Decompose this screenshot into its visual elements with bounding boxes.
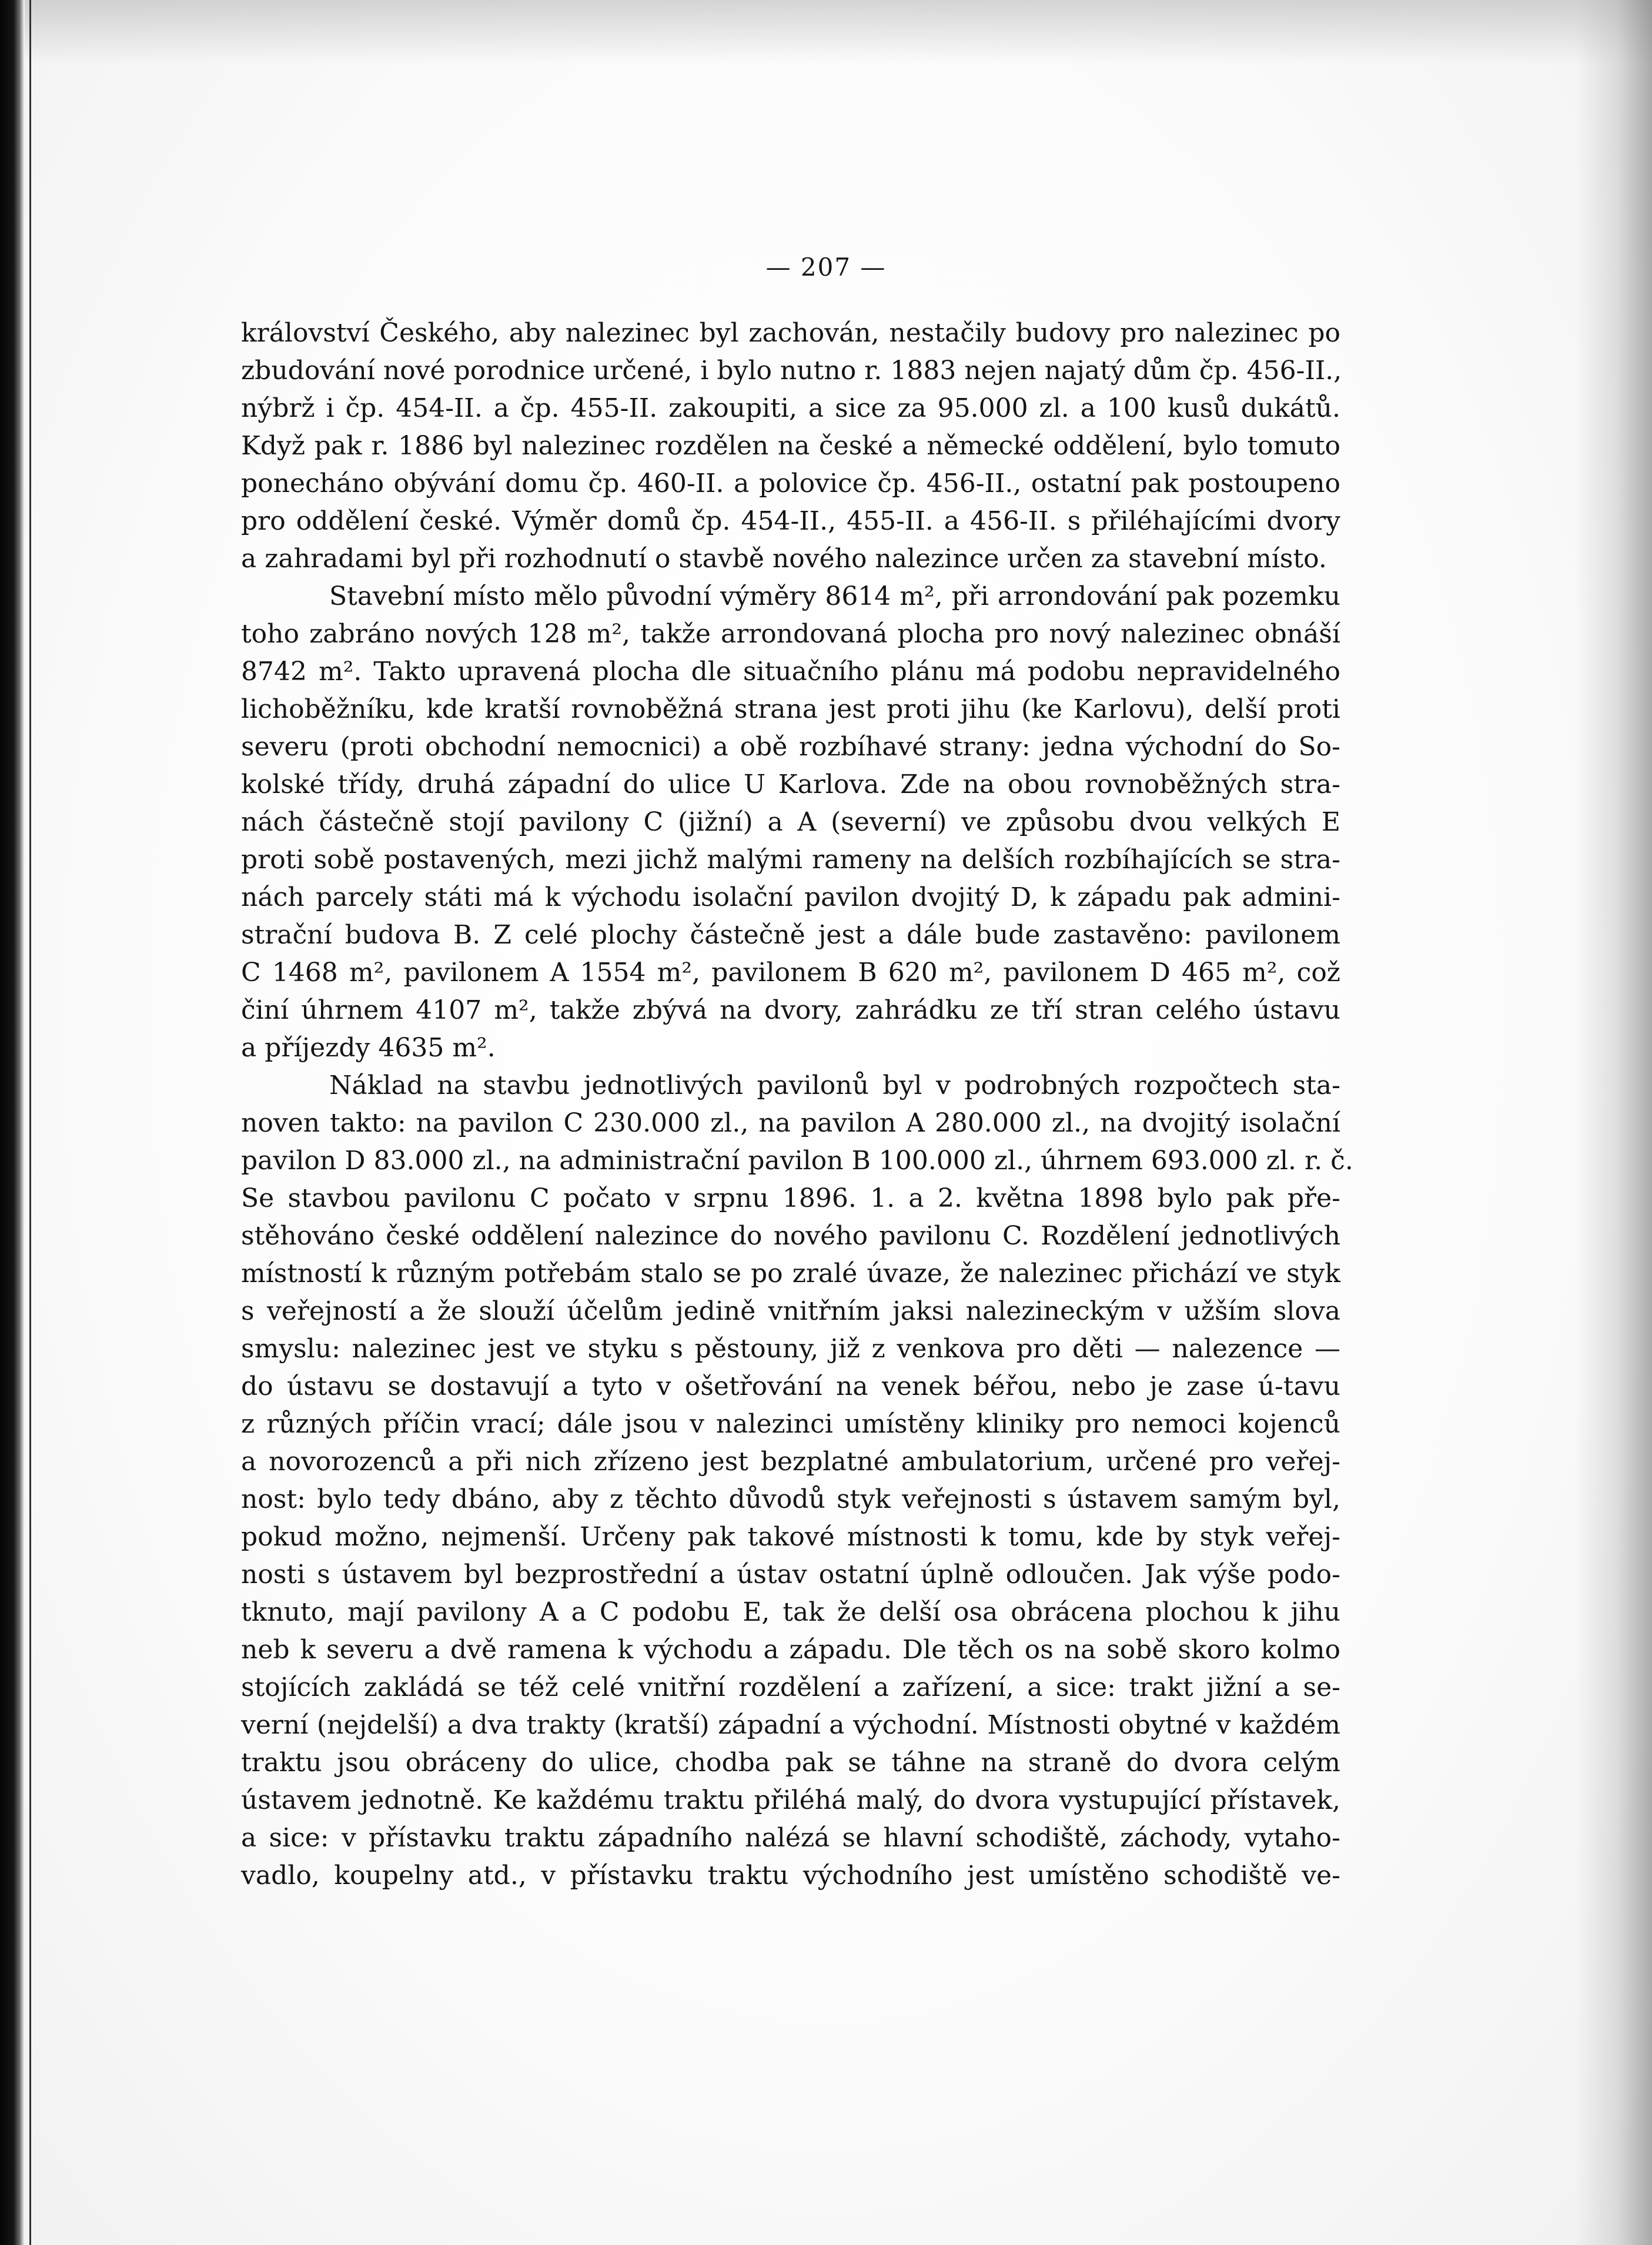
text-line: a příjezdy 4635 m². — [241, 1033, 496, 1063]
text-line: 8742 m². Takto upravená plocha dle situačního plánu má podobu nepravidelného — [241, 657, 1340, 687]
page-number: — 207 — — [765, 253, 887, 282]
text-line: kolské třídy, druhá západní do ulice U Karlova. Zde na obou rovnoběžných stra- — [241, 769, 1340, 799]
text-line: nýbrž i čp. 454-II. a čp. 455-II. zakoupiti, a sice za 95.000 zl. a 100 kusů dukátů. — [241, 393, 1340, 423]
text-line: severu (proti obchodní nemocnici) a obě rozbíhavé strany: jedna východní do So- — [241, 732, 1340, 762]
text-line: lichoběžníku, kde kratší rovnoběžná strana jest proti jihu (ke Karlovu), delší proti — [241, 694, 1340, 724]
text-line: a sice: v přístavku traktu západního nalézá se hlavní schodiště, záchody, vytaho- — [241, 1823, 1340, 1853]
text-line: Náklad na stavbu jednotlivých pavilonů byl v podrobných rozpočtech sta- — [329, 1070, 1340, 1100]
text-line: činí úhrnem 4107 m², takže zbývá na dvory, zahrádku ze tří stran celého ústavu — [241, 995, 1340, 1025]
binding-line — [29, 0, 31, 2245]
text-line: neb k severu a dvě ramena k východu a západu. Dle těch os na sobě skoro kolmo — [241, 1635, 1340, 1665]
text-line: a zahradami byl při rozhodnutí o stavbě nového nalezince určen za stavební místo. — [241, 544, 1327, 574]
text-line: ponecháno obývání domu čp. 460-II. a polovice čp. 456-II., ostatní pak postoupeno — [241, 469, 1340, 498]
page-right-shading — [1576, 0, 1652, 2245]
text-line: nách parcely státi má k východu isolační pavilon dvojitý D, k západu pak admini- — [241, 882, 1340, 912]
text-line: a novorozenců a při nich zřízeno jest bezplatné ambulatorium, určené pro veřej- — [241, 1447, 1340, 1477]
text-line: království Českého, aby nalezinec byl zachován, nestačily budovy pro nalezinec po — [241, 318, 1340, 348]
text-line: nosti s ústavem byl bezprostřední a ústav ostatní úplně odloučen. Jak výše podo- — [241, 1560, 1340, 1590]
text-line: pokud možno, nejmenší. Určeny pak takové místnosti k tomu, kde by styk veřej- — [241, 1522, 1340, 1552]
text-line: smyslu: nalezinec jest ve styku s pěstouny, již z venkova pro děti — nalezence — — [241, 1334, 1340, 1364]
text-line: ústavem jednotně. Ke každému traktu přiléhá malý, do dvora vystupující přístavek, — [241, 1785, 1340, 1815]
text-line: C 1468 m², pavilonem A 1554 m², pavilonem B 620 m², pavilonem D 465 m², což — [241, 958, 1340, 988]
text-line: strační budova B. Z celé plochy částečně jest a dále bude zastavěno: pavilonem — [241, 920, 1340, 950]
text-line: proti sobě postavených, mezi jichž malými rameny na delších rozbíhajících se stra- — [241, 845, 1340, 875]
text-line: tknuto, mají pavilony A a C podobu E, tak že delší osa obrácena plochou k jihu — [241, 1597, 1340, 1627]
text-line: pro oddělení české. Výměr domů čp. 454-II., 455-II. a 456-II. s přiléhajícími dvory — [241, 506, 1340, 536]
text-line: noven takto: na pavilon C 230.000 zl., na pavilon A 280.000 zl., na dvojitý isolační — [241, 1108, 1340, 1138]
text-line: toho zabráno nových 128 m², takže arrondovaná plocha pro nový nalezinec obnáší — [241, 619, 1340, 649]
binding-edge — [0, 0, 25, 2245]
text-line: Když pak r. 1886 byl nalezinec rozdělen na české a německé oddělení, bylo tomuto — [241, 431, 1340, 461]
text-line: nách částečně stojí pavilony C (jižní) a A (severní) ve způsobu dvou velkých E — [241, 807, 1340, 837]
text-line: Se stavbou pavilonu C počato v srpnu 1896. 1. a 2. května 1898 bylo pak pře- — [241, 1183, 1340, 1213]
text-line: vadlo, koupelny atd., v přístavku traktu východního jest umístěno schodiště ve- — [241, 1861, 1340, 1891]
text-line: s veřejností a že slouží účelům jedině vnitřním jaksi nalezineckým v užším slova — [241, 1296, 1340, 1326]
page-top-shading — [0, 0, 1652, 65]
text-line: z různých příčin vrací; dále jsou v nalezinci umístěny kliniky pro nemoci kojenců — [241, 1409, 1340, 1439]
body-text — [241, 314, 1353, 1895]
text-line: zbudování nové porodnice určené, i bylo nutno r. 1883 nejen najatý dům čp. 456-II., — [241, 356, 1342, 386]
text-line: pavilon D 83.000 zl., na administrační pavilon B 100.000 zl., úhrnem 693.000 zl. r. č. — [241, 1146, 1353, 1176]
text-line: traktu jsou obráceny do ulice, chodba pak se táhne na straně do dvora celým — [241, 1748, 1340, 1778]
text-line: Stavební místo mělo původní výměry 8614 m², při arrondování pak pozemku — [329, 581, 1340, 611]
text-line: stojících zakládá se též celé vnitřní rozdělení a zařízení, a sice: trakt jižní a se- — [241, 1672, 1340, 1702]
text-line: verní (nejdelší) a dva trakty (kratší) západní a východní. Místnosti obytné v každém — [241, 1710, 1340, 1740]
text-line: nost: bylo tedy dbáno, aby z těchto důvodů styk veřejnosti s ústavem samým byl, — [241, 1484, 1340, 1514]
text-line: stěhováno české oddělení nalezince do nového pavilonu C. Rozdělení jednotlivých — [241, 1221, 1340, 1251]
text-line: místností k různým potřebám stalo se po zralé úvaze, že nalezinec přichází ve styk — [241, 1259, 1340, 1289]
text-line: do ústavu se dostavují a tyto v ošetřování na venek béřou, nebo je zase ú-tavu — [241, 1371, 1340, 1401]
